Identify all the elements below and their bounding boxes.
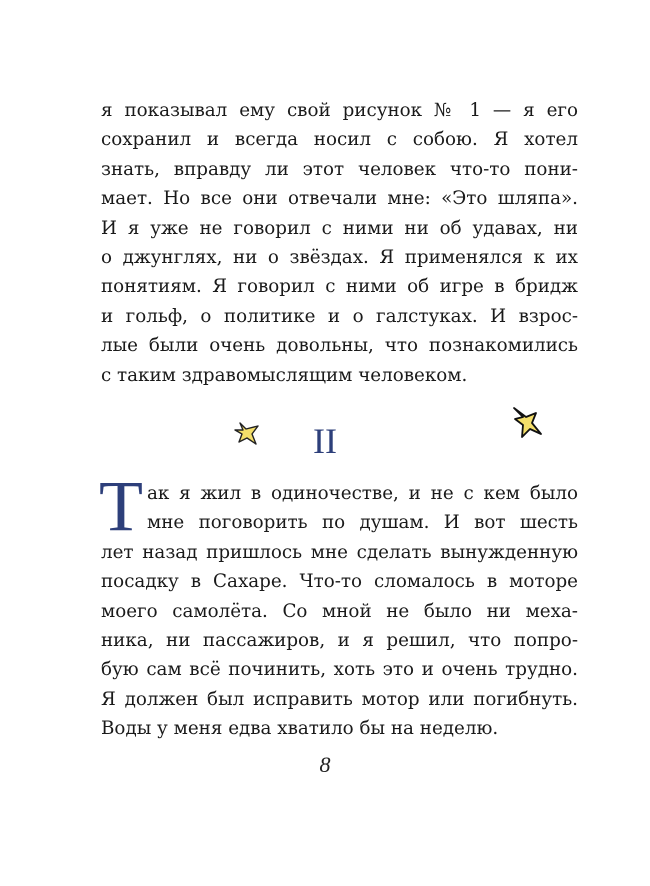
text-line: бую сам всё починить, хоть это и очень трудно. bbox=[101, 659, 578, 681]
text-line: лые были очень довольны, что познакомились bbox=[101, 335, 578, 357]
text-line: мает. Но все они отвечали мне: «Это шляпа». bbox=[101, 188, 578, 210]
text-line: мне поговорить по душам. И вот шесть bbox=[147, 512, 578, 534]
chapter-title: II bbox=[313, 421, 337, 461]
paragraph-1 bbox=[101, 96, 578, 390]
drop-cap: Т bbox=[99, 466, 143, 546]
text-line: моего самолёта. Со мной не было ни меха- bbox=[101, 600, 578, 622]
text-line: о джунглях, ни о звёздах. Я применялся к их bbox=[101, 246, 578, 268]
text-line: Воды у меня едва хватило бы на неделю. bbox=[101, 718, 499, 740]
page-number: 8 bbox=[319, 752, 331, 777]
text-line: и гольф, о политике и о галстуках. И взрос- bbox=[101, 305, 578, 327]
text-line: сохранил и всегда носил с собою. Я хотел bbox=[101, 129, 578, 151]
text-line: ника, ни пассажиров, и я решил, что попро- bbox=[101, 629, 578, 651]
text-line: Я должен был исправить мотор или погибнуть. bbox=[101, 688, 578, 710]
text-line: посадку в Сахаре. Что-то сломалось в моторе bbox=[101, 571, 578, 593]
text-line: И я уже не говорил с ними ни об удавах, ни bbox=[101, 217, 578, 239]
paragraph-2 bbox=[101, 479, 578, 744]
text-line: я показывал ему свой рисунок № 1 — я его bbox=[101, 100, 578, 121]
text-line: знать, вправду ли этот человек что-то пони- bbox=[101, 158, 578, 180]
star-icon bbox=[510, 405, 546, 441]
text-line: понятиям. Я говорил с ними об игре в бридж bbox=[101, 276, 578, 298]
text-line: лет назад пришлось мне сделать вынужденную bbox=[101, 541, 578, 563]
text-line: ак я жил в одиночестве, и не с кем было bbox=[147, 483, 578, 504]
text-line: с таким здравомыслящим человеком. bbox=[101, 364, 468, 386]
